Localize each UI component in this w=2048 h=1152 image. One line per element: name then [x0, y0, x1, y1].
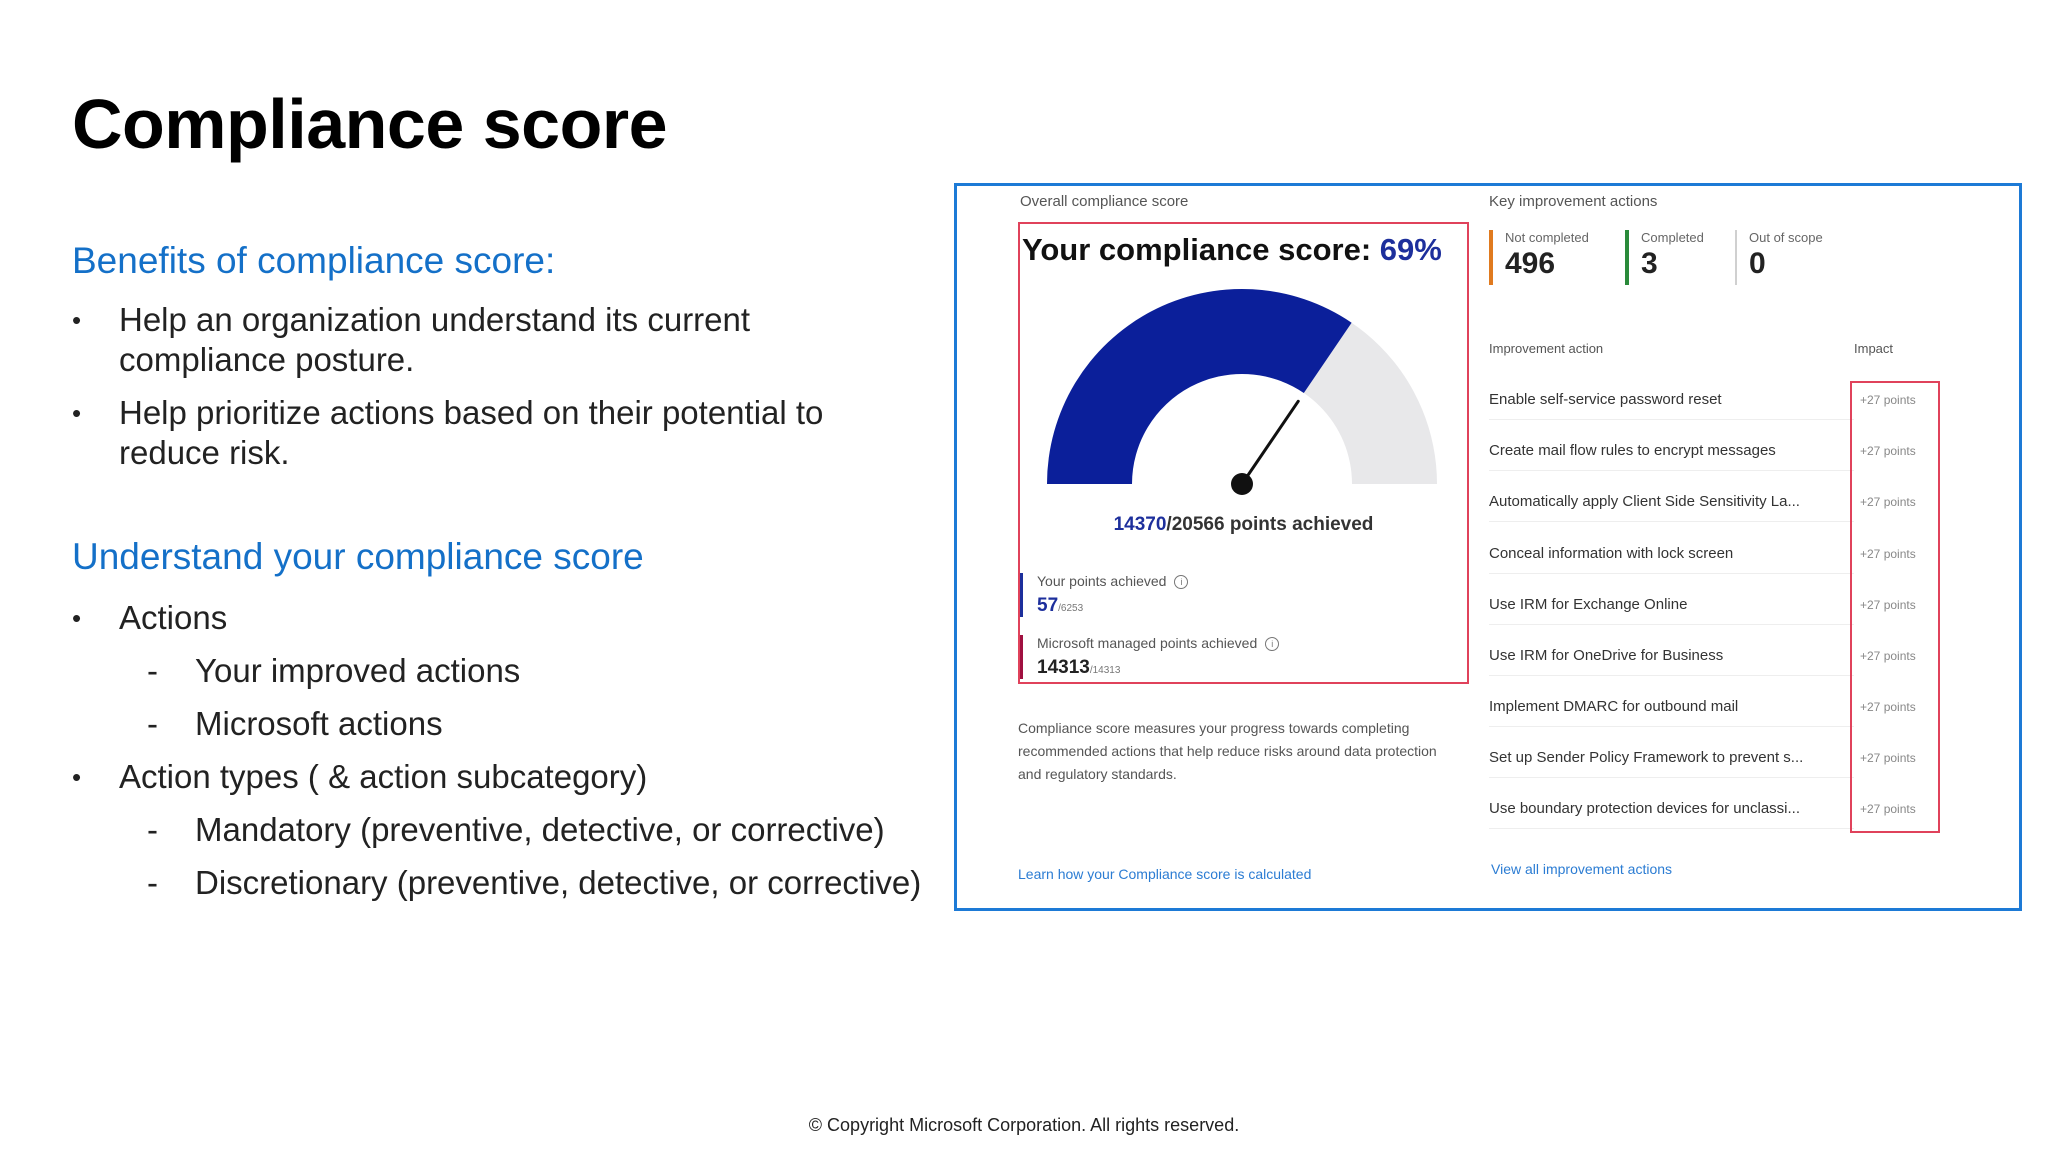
points-achieved-line [1020, 514, 1467, 536]
list-subitem: - Mandatory (preventive, detective, or corrective) [72, 810, 972, 850]
your-points-label: Your points achieved [1037, 573, 1167, 589]
score-label: Your compliance score: [1022, 232, 1372, 267]
impact-value: +27 points [1860, 802, 1916, 816]
gauge-pivot [1231, 473, 1253, 495]
score-gauge [1042, 284, 1442, 504]
benefit-item: • Help prioritize actions based on their potential to reduce risk. [72, 393, 872, 473]
impact-value: +27 points [1860, 547, 1916, 561]
view-all-actions-link[interactable]: View all improvement actions [1491, 861, 1673, 877]
benefits-list [72, 300, 872, 486]
impact-value: +27 points [1860, 751, 1916, 765]
points-total: /20566 points achieved [1166, 514, 1374, 535]
ms-points-label: Microsoft managed points achieved [1037, 635, 1258, 651]
key-actions-heading: Key improvement actions [1489, 193, 1658, 210]
list-subitem: - Discretionary (preventive, detective, or corrective) [72, 863, 972, 903]
score-percent: 69% [1379, 232, 1442, 267]
action-row[interactable]: Use IRM for Exchange Online [1489, 586, 1854, 625]
score-highlight-box [1018, 222, 1469, 684]
impact-value: +27 points [1860, 393, 1916, 407]
your-points-value: 57 [1037, 595, 1059, 617]
your-points-total: /6253 [1058, 603, 1084, 615]
impact-highlight-box [1850, 381, 1940, 833]
list-subitem: - Microsoft actions [72, 704, 972, 744]
kpi-label: Completed [1641, 230, 1704, 245]
impact-value: +27 points [1860, 598, 1916, 612]
kpi-out-of-scope [1735, 230, 1823, 285]
action-row[interactable]: Set up Sender Policy Framework to prevent s... [1489, 739, 1854, 778]
impact-value: +27 points [1860, 444, 1916, 458]
understand-heading: Understand your compliance score [72, 536, 644, 577]
kpi-value: 3 [1641, 247, 1658, 280]
kpi-value: 496 [1505, 247, 1556, 280]
ms-points-value: 14313 [1037, 657, 1090, 679]
list-subitem: - Your improved actions [72, 651, 972, 691]
points-achieved-value: 14370 [1113, 514, 1167, 535]
col-header-action: Improvement action [1489, 341, 1604, 356]
kpi-completed [1625, 230, 1704, 285]
gauge-fill [1047, 289, 1352, 484]
slide-title: Compliance score [72, 85, 667, 163]
kpi-label: Out of scope [1749, 230, 1823, 245]
overall-score-heading: Overall compliance score [1020, 193, 1189, 210]
action-row[interactable]: Use IRM for OneDrive for Business [1489, 637, 1854, 676]
impact-value: +27 points [1860, 700, 1916, 714]
ms-points-total: /14313 [1089, 665, 1121, 677]
kpi-value: 0 [1749, 247, 1766, 280]
score-title [1022, 232, 1442, 268]
action-row[interactable]: Conceal information with lock screen [1489, 535, 1854, 574]
action-row[interactable]: Create mail flow rules to encrypt messages [1489, 432, 1854, 471]
col-header-impact: Impact [1854, 341, 1894, 356]
list-item: • Action types ( & action subcategory) [72, 757, 972, 797]
action-row[interactable]: Use boundary protection devices for unclassi... [1489, 790, 1854, 829]
action-row[interactable]: Automatically apply Client Side Sensitivity La... [1489, 483, 1854, 522]
impact-value: +27 points [1860, 649, 1916, 663]
compliance-screenshot-panel [954, 183, 2022, 911]
info-icon[interactable]: i [1265, 637, 1279, 651]
list-item: • Actions [72, 598, 972, 638]
benefits-heading: Benefits of compliance score: [72, 240, 556, 281]
your-points-metric [1020, 573, 1188, 617]
benefit-item: • Help an organization understand its current compliance posture. [72, 300, 872, 380]
ms-points-metric [1020, 635, 1279, 679]
action-row[interactable]: Enable self-service password reset [1489, 381, 1854, 420]
learn-more-link[interactable]: Learn how your Compliance score is calculated [1018, 866, 1312, 882]
info-icon[interactable]: i [1174, 575, 1188, 589]
action-row[interactable]: Implement DMARC for outbound mail [1489, 688, 1854, 727]
gauge-needle [1242, 401, 1298, 484]
understand-list [72, 598, 972, 916]
score-description: Compliance score measures your progress towards completing recommended actions that help reduce risks around data protection and regulatory standards. [1018, 720, 1437, 782]
kpi-label: Not completed [1505, 230, 1589, 245]
copyright-footer: © Copyright Microsoft Corporation. All rights reserved. [808, 1115, 1240, 1135]
impact-value: +27 points [1860, 495, 1916, 509]
kpi-not-completed [1489, 230, 1589, 285]
